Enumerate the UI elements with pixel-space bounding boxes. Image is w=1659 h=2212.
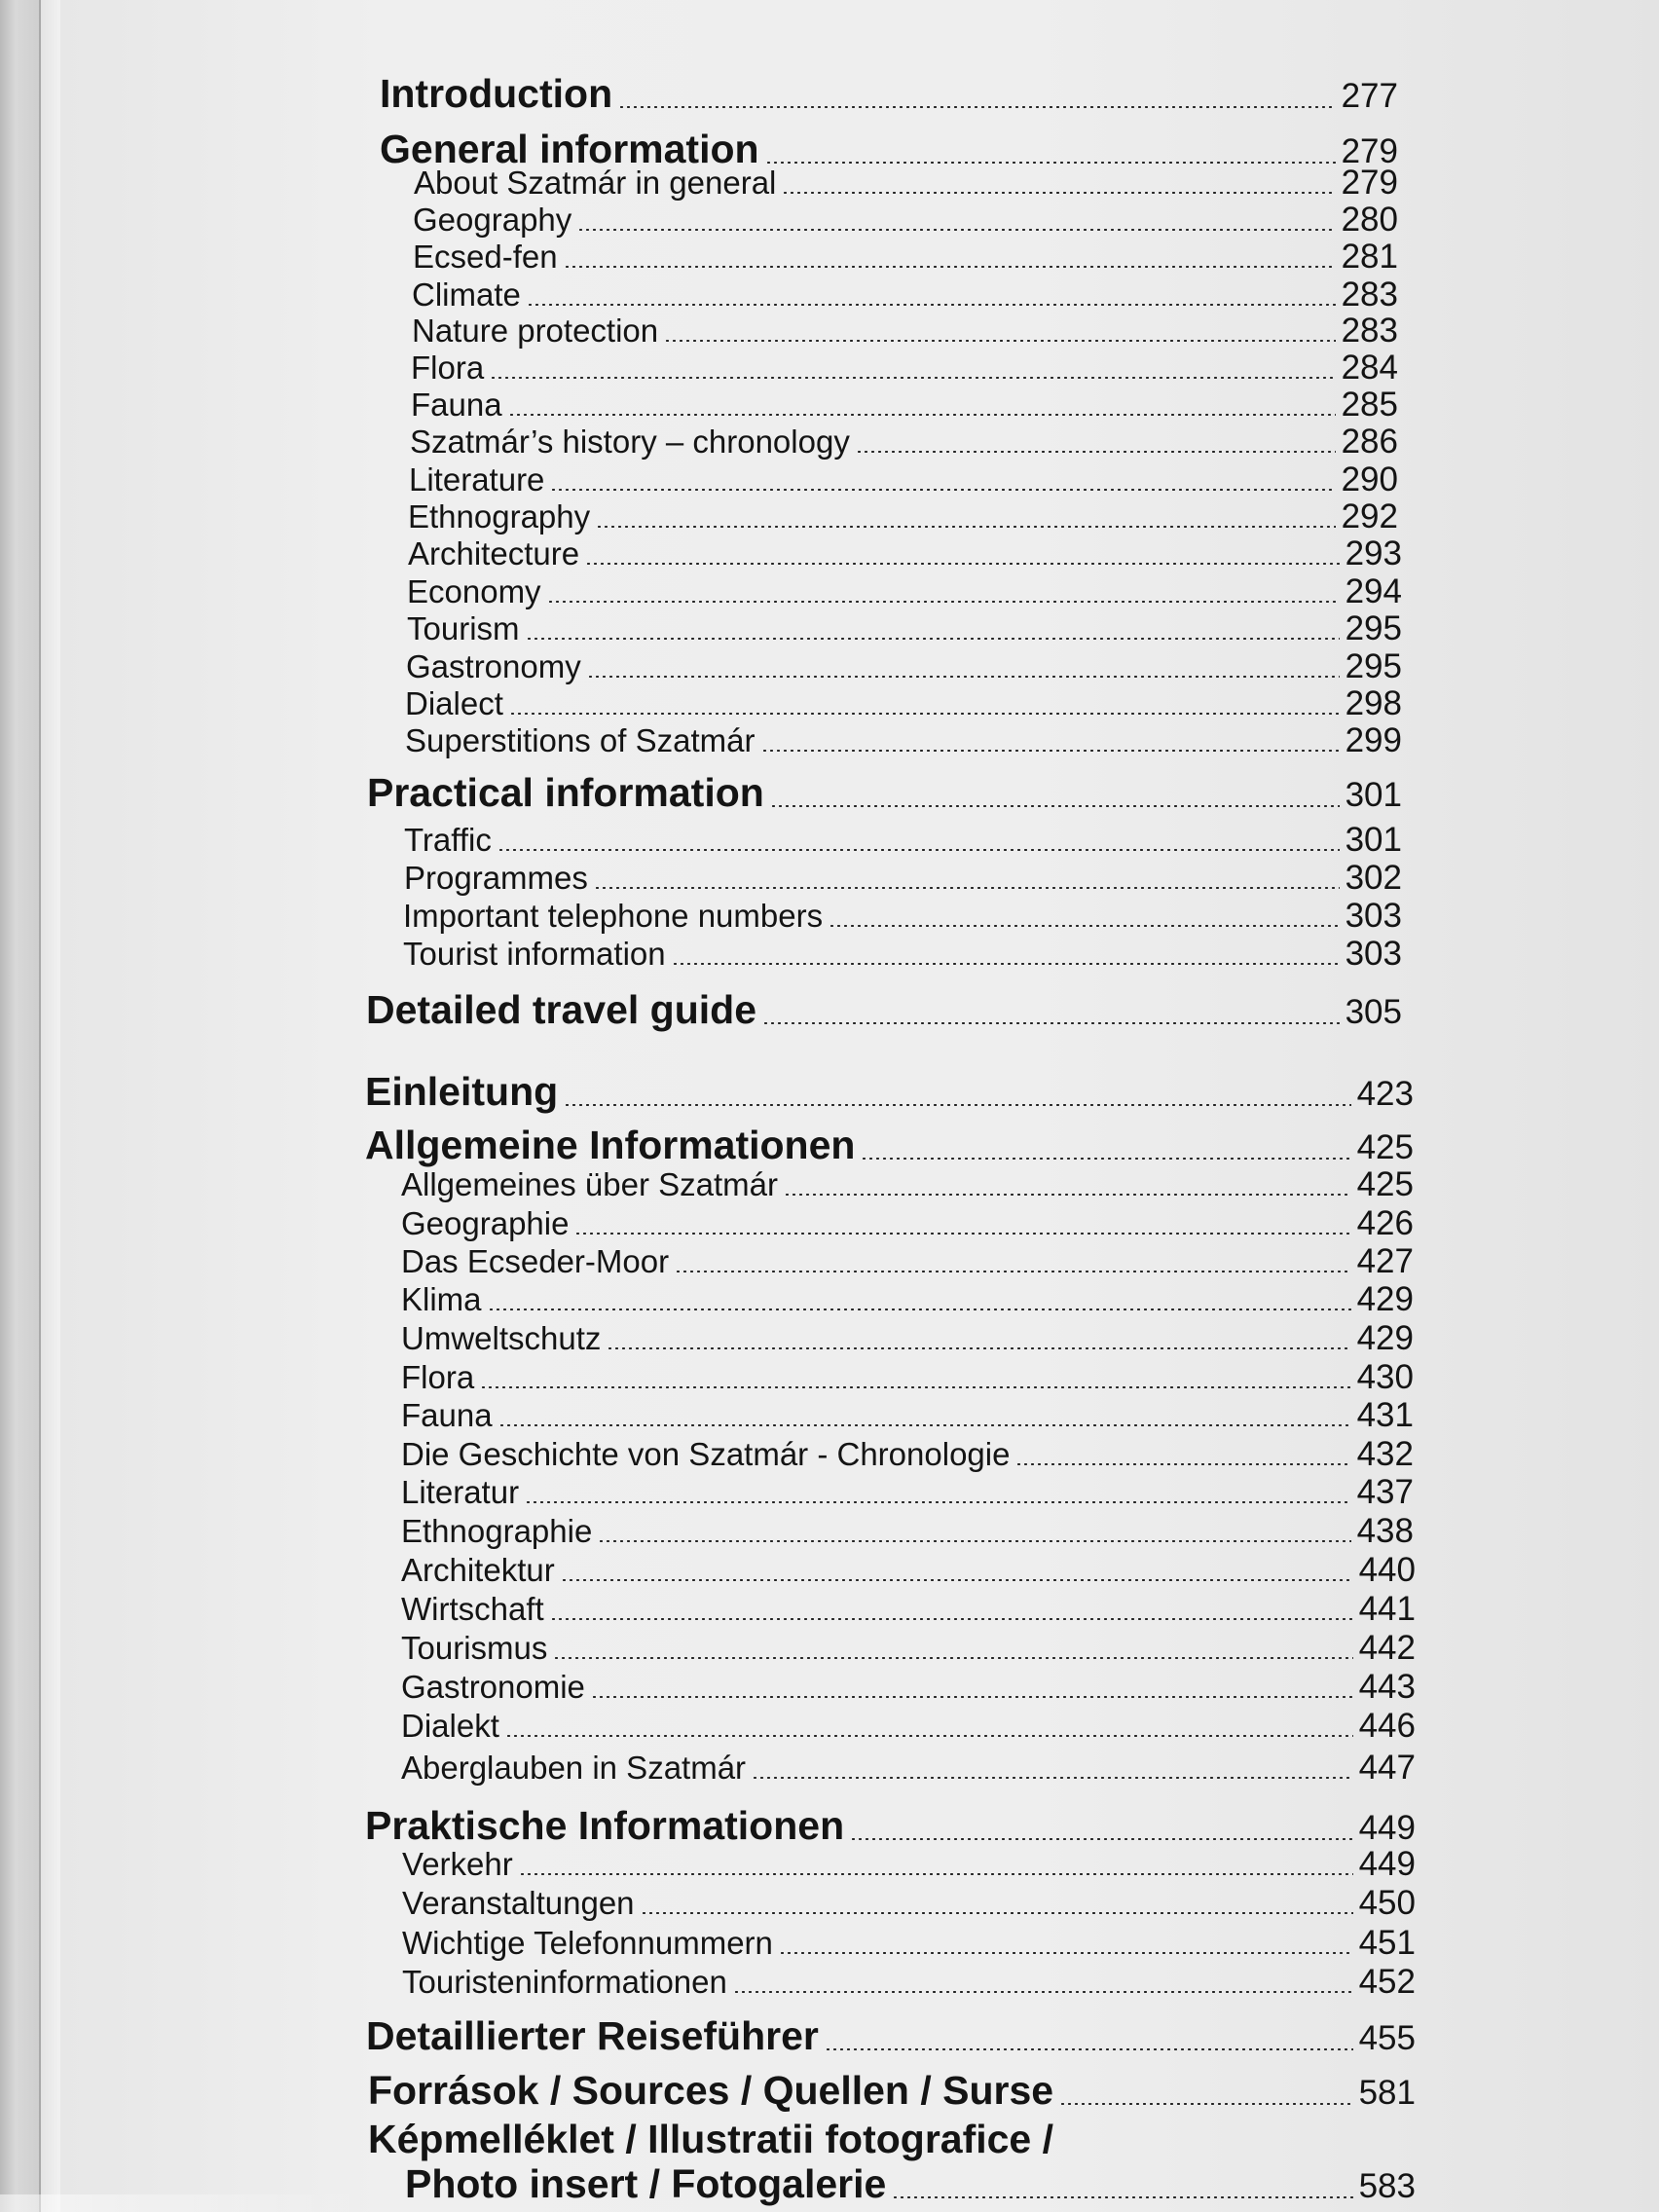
- dot-leader: [784, 1194, 1351, 1196]
- dot-leader: [498, 849, 1340, 851]
- toc-section-row: [368, 2117, 1416, 2162]
- toc-page-number: 303: [1345, 935, 1402, 973]
- toc-page-number: 426: [1356, 1204, 1414, 1242]
- toc-page-number: 295: [1345, 647, 1402, 685]
- toc-entry-title: Detaillierter Reiseführer: [366, 2013, 819, 2058]
- toc-section-row: [366, 2013, 1416, 2059]
- toc-page-number: 442: [1358, 1629, 1416, 1667]
- toc-page-number: 449: [1358, 1845, 1416, 1883]
- dot-leader: [498, 1424, 1351, 1426]
- toc-page-number: 447: [1358, 1749, 1416, 1787]
- toc-entry-title: Traffic: [404, 822, 492, 858]
- toc-entry-title: Architektur: [401, 1552, 555, 1588]
- toc-entry-title: Dialect: [405, 685, 503, 721]
- toc-page-number: 286: [1341, 423, 1398, 461]
- toc-page-number: 305: [1345, 993, 1402, 1031]
- toc-page-number: 290: [1341, 461, 1398, 498]
- toc-page-number: 446: [1358, 1707, 1416, 1745]
- dot-leader: [762, 1022, 1340, 1024]
- dot-leader: [508, 414, 1336, 416]
- dot-leader: [770, 805, 1340, 807]
- toc-page-number: 301: [1345, 821, 1402, 859]
- toc-entry-row: [409, 461, 1398, 499]
- toc-entry-row: [401, 1165, 1414, 1204]
- toc-entry-title: Ecsed-fen: [413, 239, 558, 275]
- dot-leader: [585, 563, 1340, 565]
- toc-section-row: [367, 770, 1402, 816]
- toc-entry-row: [402, 1884, 1416, 1923]
- toc-page-number: 443: [1358, 1668, 1416, 1706]
- toc-page-number: 427: [1356, 1242, 1414, 1280]
- toc-entry-title: Szatmár’s history – chronology: [410, 424, 850, 460]
- toc-entry-row: [402, 1845, 1416, 1884]
- toc-entry-title: Literatur: [401, 1474, 520, 1510]
- dot-leader: [550, 489, 1335, 491]
- toc-section-row: [365, 1803, 1416, 1849]
- toc-entry-title: About Szatmár in general: [414, 165, 777, 201]
- toc-section-row: [365, 1069, 1414, 1115]
- toc-entry-row: [401, 1512, 1414, 1551]
- toc-page-number: 431: [1356, 1396, 1414, 1434]
- toc-entry-title: Gastronomie: [401, 1669, 585, 1705]
- toc-entry-row: [401, 1358, 1414, 1397]
- toc-entry-row: [407, 572, 1402, 611]
- toc-entry-title: Nature protection: [412, 313, 659, 349]
- dot-leader: [519, 1873, 1353, 1875]
- toc-entry-title: Aberglauben in Szatmár: [401, 1750, 747, 1786]
- toc-entry-row: [412, 276, 1398, 314]
- dot-leader: [1059, 2103, 1353, 2105]
- toc-entry-title: Ethnography: [408, 498, 591, 535]
- dot-leader: [1015, 1463, 1350, 1465]
- toc-entry-title: Allgemeine Informationen: [365, 1123, 856, 1167]
- toc-page-number: 441: [1358, 1590, 1416, 1628]
- toc-page-number: 283: [1341, 312, 1398, 350]
- toc-entry-title: Wichtige Telefonnummern: [402, 1925, 773, 1961]
- dot-leader: [561, 1579, 1353, 1581]
- toc-entry-title: Detailed travel guide: [366, 987, 757, 1032]
- toc-entry-row: [401, 1473, 1414, 1512]
- toc-entry-title: Important telephone numbers: [403, 898, 824, 934]
- dot-leader: [598, 1540, 1350, 1542]
- toc-page-number: 455: [1358, 2019, 1416, 2057]
- toc-entry-row: [401, 1396, 1414, 1435]
- toc-entry-row: [408, 498, 1398, 536]
- toc-page-number: 430: [1356, 1358, 1414, 1396]
- toc-page-number: 281: [1341, 238, 1398, 276]
- dot-leader: [488, 1309, 1351, 1310]
- toc-entry-row: [407, 609, 1402, 648]
- dot-leader: [825, 2048, 1353, 2050]
- dot-leader: [782, 192, 1335, 194]
- dot-leader: [618, 106, 1335, 108]
- dot-leader: [526, 638, 1340, 640]
- dot-leader: [564, 266, 1336, 268]
- toc-entry-row: [401, 1242, 1414, 1281]
- dot-leader: [547, 601, 1340, 603]
- toc-entry-title: Tourism: [407, 610, 520, 646]
- toc-entry-row: [413, 238, 1398, 276]
- dot-leader: [596, 526, 1335, 528]
- toc-page-number: 438: [1356, 1512, 1414, 1550]
- toc-page-number: 450: [1358, 1884, 1416, 1922]
- toc-entry-title: Dialekt: [401, 1708, 499, 1744]
- dot-leader: [509, 713, 1340, 715]
- toc-entry-title: Climate: [412, 276, 521, 313]
- toc-entry-row: [408, 535, 1402, 573]
- toc-entry-title: Gastronomy: [406, 648, 581, 684]
- toc-entry-title: Tourist information: [403, 936, 666, 972]
- toc-page-number: 295: [1345, 609, 1402, 647]
- dot-leader: [594, 887, 1340, 889]
- toc-section-row: [405, 2161, 1416, 2207]
- toc-entry-row: [401, 1204, 1414, 1243]
- toc-entry-row: [413, 201, 1398, 240]
- toc-entry-title: Wirtschaft: [401, 1591, 544, 1627]
- toc-entry-row: [402, 1924, 1416, 1963]
- toc-entry-title: Flora: [411, 350, 485, 386]
- toc-section-row: [366, 987, 1402, 1033]
- toc-page-number: 301: [1345, 776, 1402, 814]
- toc-entry-title: Ethnographie: [401, 1513, 593, 1549]
- dot-leader: [850, 1838, 1352, 1840]
- toc-entry-title: Tourismus: [401, 1630, 548, 1666]
- watermark: [0, 2194, 370, 2212]
- dot-leader: [892, 2196, 1352, 2198]
- toc-page-number: 425: [1356, 1165, 1414, 1203]
- toc-entry-title: Geography: [413, 202, 572, 238]
- toc-section-row: [365, 1123, 1414, 1168]
- toc-page-number: 299: [1345, 721, 1402, 759]
- toc-page-number: 429: [1356, 1280, 1414, 1318]
- toc-page-number: 581: [1358, 2074, 1416, 2112]
- toc-entry-title: Economy: [407, 573, 541, 609]
- toc-entry-row: [403, 935, 1402, 974]
- toc-entry-row: [404, 859, 1402, 898]
- toc-entry-title: Fauna: [401, 1397, 493, 1433]
- toc-entry-row: [401, 1668, 1416, 1707]
- dot-leader: [480, 1386, 1350, 1388]
- dot-leader: [733, 1991, 1353, 1993]
- dot-leader: [591, 1696, 1353, 1698]
- toc-entry-title: Introduction: [380, 71, 613, 116]
- toc-entry-title: Photo insert / Fotogalerie: [405, 2161, 887, 2206]
- toc-entry-row: [401, 1590, 1416, 1629]
- toc-page-number: 452: [1358, 1963, 1416, 2001]
- toc-entry-row: [401, 1749, 1416, 1788]
- toc-page-number: 298: [1345, 684, 1402, 722]
- toc-entry-title: Superstitions of Szatmár: [405, 722, 756, 758]
- toc-entry-row: [401, 1435, 1414, 1474]
- dot-leader: [525, 1501, 1351, 1503]
- toc-section-row: [380, 71, 1398, 117]
- toc-entry-row: [414, 164, 1398, 203]
- toc-entry-row: [401, 1551, 1416, 1590]
- dot-leader: [672, 963, 1340, 965]
- toc-page-number: 280: [1341, 201, 1398, 239]
- toc-page-number: 432: [1356, 1435, 1414, 1473]
- toc-entry-title: Allgemeines über Szatmár: [401, 1166, 779, 1202]
- toc-page-number: 303: [1345, 897, 1402, 935]
- toc-page-number: 449: [1358, 1809, 1416, 1847]
- dot-leader: [505, 1735, 1353, 1737]
- toc-entry-row: [405, 684, 1402, 723]
- toc-entry-title: Touristeninformationen: [402, 1964, 727, 2000]
- toc-page-number: 293: [1345, 535, 1402, 572]
- toc-entry-row: [412, 312, 1398, 350]
- dot-leader: [550, 1618, 1353, 1620]
- dot-leader: [664, 340, 1335, 342]
- toc-page-number: 302: [1345, 859, 1402, 897]
- dot-leader: [564, 1104, 1350, 1106]
- dot-leader: [752, 1777, 1353, 1779]
- toc-entry-row: [402, 1963, 1416, 2002]
- toc-page-number: 437: [1356, 1473, 1414, 1511]
- toc-entry-row: [410, 423, 1398, 461]
- toc-entry-title: Die Geschichte von Szatmár - Chronologie: [401, 1436, 1011, 1472]
- toc-page-number: 294: [1345, 572, 1402, 610]
- toc-entry-title: Einleitung: [365, 1069, 559, 1114]
- toc-entry-row: [411, 349, 1398, 387]
- dot-leader: [829, 925, 1339, 927]
- toc-page-number: 451: [1358, 1924, 1416, 1962]
- toc-page-number: 425: [1356, 1128, 1414, 1166]
- toc-page-number: 583: [1358, 2167, 1416, 2205]
- toc-entry-row: [401, 1707, 1416, 1746]
- dot-leader: [675, 1271, 1351, 1272]
- toc-page-number: 429: [1356, 1319, 1414, 1357]
- toc-entry-row: [401, 1280, 1414, 1319]
- toc-entry-title: Fauna: [411, 387, 502, 423]
- toc-entry-title: Flora: [401, 1359, 475, 1395]
- toc-entry-title: Literature: [409, 461, 545, 498]
- toc-entry-title: Practical information: [367, 770, 764, 815]
- toc-page-number: 285: [1341, 386, 1398, 424]
- dot-leader: [577, 229, 1335, 231]
- dot-leader: [553, 1657, 1352, 1659]
- toc-entry-title: Verkehr: [402, 1846, 513, 1882]
- toc-section-row: [368, 2068, 1416, 2114]
- toc-entry-row: [401, 1629, 1416, 1668]
- toc-entry-row: [401, 1319, 1414, 1358]
- dot-leader: [641, 1912, 1353, 1914]
- toc-page-number: 279: [1341, 164, 1398, 202]
- toc-page-number: 283: [1341, 276, 1398, 313]
- toc-page-number: 440: [1358, 1551, 1416, 1589]
- toc-page-number: 277: [1341, 77, 1398, 115]
- toc-entry-row: [405, 721, 1402, 760]
- dot-leader: [607, 1347, 1350, 1349]
- toc-entry-title: Veranstaltungen: [402, 1885, 635, 1921]
- toc-page-number: 292: [1341, 498, 1398, 535]
- dot-leader: [587, 676, 1340, 678]
- toc-entry-title: Programmes: [404, 860, 588, 896]
- toc-entry-row: [404, 821, 1402, 860]
- toc-entry-title: Umweltschutz: [401, 1320, 602, 1356]
- toc-entry-title: Geographie: [401, 1205, 570, 1241]
- toc-entry-title: Architecture: [408, 535, 580, 571]
- toc-entry-title: Klima: [401, 1281, 482, 1317]
- toc-page-number: 423: [1356, 1075, 1414, 1113]
- dot-leader: [779, 1952, 1353, 1954]
- toc-entry-title: Képmelléklet / Illustratii fotografice /: [368, 2117, 1054, 2161]
- dot-leader: [856, 451, 1336, 453]
- dot-leader: [761, 750, 1340, 752]
- dot-leader: [574, 1233, 1350, 1235]
- toc-entry-title: General information: [380, 127, 759, 171]
- toc-entry-title: Das Ecseder-Moor: [401, 1243, 670, 1279]
- toc-entry-row: [406, 647, 1402, 686]
- dot-leader: [861, 1158, 1350, 1160]
- toc-entry-title: Praktische Informationen: [365, 1803, 845, 1848]
- toc-entry-title: Források / Sources / Quellen / Surse: [368, 2068, 1054, 2113]
- dot-leader: [490, 377, 1335, 379]
- toc-page-number: 284: [1341, 349, 1398, 387]
- toc-entry-row: [411, 386, 1398, 424]
- dot-leader: [527, 304, 1336, 306]
- toc-page-number: 279: [1341, 132, 1398, 170]
- toc-entry-row: [403, 897, 1402, 936]
